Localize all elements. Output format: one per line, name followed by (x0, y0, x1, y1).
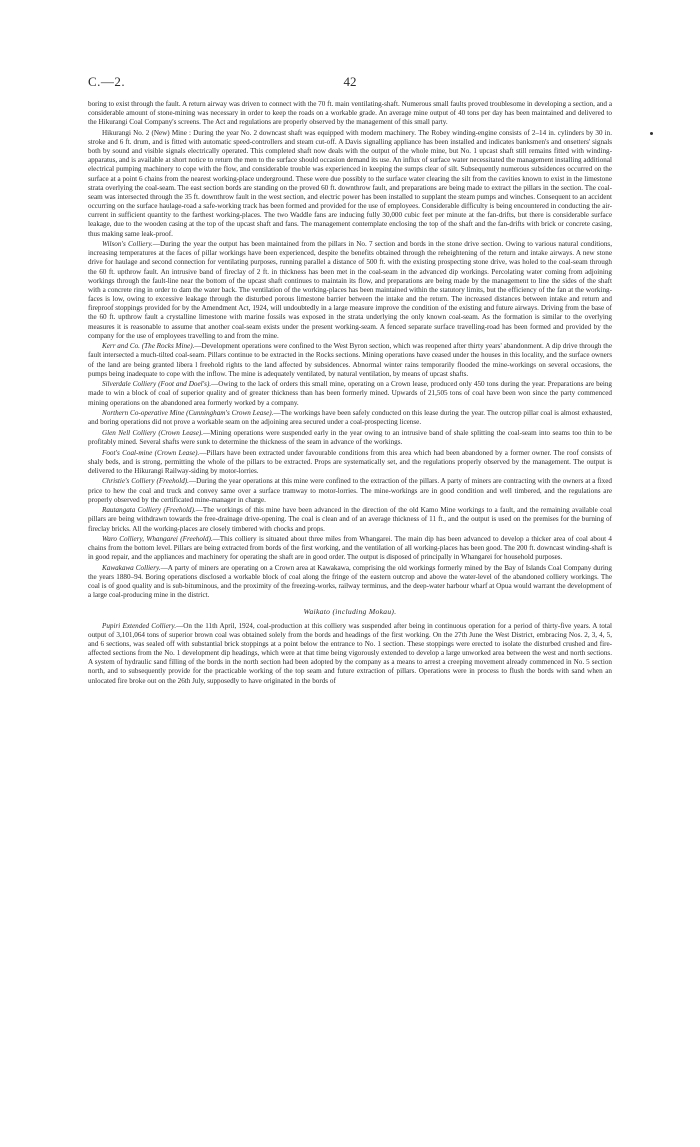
paragraph (88, 477, 612, 504)
paragraph (88, 429, 612, 447)
paragraph-lead: Kerr and Co. (The Rocks Mine). (102, 342, 195, 351)
margin-mark (650, 132, 653, 135)
paragraph-text: —During the year operations at this mine were confined to the extraction of the pillars. A party of miners are contracting with the owners at a fixed price to hew the coal and truck and convey same over a surface tramway to motor-lorries. The mine-workings are in good condition and well timbered, and the regulations are properly observed by the certificated mine-manager in charge. (88, 477, 612, 504)
page-header (88, 74, 612, 92)
paragraph-text: boring to exist through the fault. A return airway was driven to connect with the 70 ft. main ventilating-shaft. Numerous small faults proved troublesome in developing a section, and a considerable amount of stone-mining was necessary in order to keep the roads on a workable grade. An average mine output of 40 tons per day has been maintained and delivered to the Hikurangi Coal Company's screens. The Act and regulations are properly observed by the management of this small party. (88, 100, 612, 127)
paragraph (88, 622, 612, 686)
paragraph-lead: Northern Co-operative Mine (Cunningham's Crown Lease). (102, 409, 274, 418)
paragraph-text: —Pillars have been extracted under favourable conditions from this area which had been abandoned by a former owner. The roof consists of shaly beds, and is strong, permitting the whole of the pillars to be extracted. Props are systematically set, and the regulations properly observed by the management. The output is delivered to the Hikurangi Railway-siding by motor-lorries. (88, 448, 612, 475)
paragraph-text: —A party of miners are operating on a Crown area at Kawakawa, comprising the old workings formerly mined by the Bay of Islands Coal Company during the years 1880–94. Boring operations disclosed a workable block of coal along the fringe of the eastern outcrop and above the water-level of the abandoned colliery workings. The coal is of good quality and is sub-bituminous, and the proximity of the freezing-works, railway terminus, and the deep-water harbour wharf at Opua would warrant the development of a large coal-producing mine in the district. (88, 563, 612, 600)
paragraph-lead: Waro Colliery, Whangarei (Freehold). (102, 535, 213, 544)
paragraph-lead: Glen Nell Colliery (Crown Lease). (102, 428, 204, 437)
paragraph (88, 380, 612, 407)
paragraph-text: —On the 11th April, 1924, coal-production at this colliery was suspended after being in continuous operation for a period of thirty-five years. A total output of 3,101,064 tons of superior brown coal was obtained solely from the bords and headings of the first working. On the 27th June the West District, embracing Nos. 2, 3, 4, 5, and 6 sections, was sealed off with substantial brick stoppings at a point below the entrance to No. 1 section. These stoppings were erected to isolate the disturbed crushed and fire-affected sections from the No. 1 development dip headings, which were at that time being vigorously extended to develop a large unworked area between the west and north sections. A system of hydraulic sand filling of the bords in the north section had been adopted by the company as a means to arrest a creeping movement already commenced in No. 5 section north, and to subsequently provide for the practicable working of the top seam and future extraction of pillars. Operations were in process to flush the bords with sand when an unlocated fire broke out on the 26th July, supposedly to have originated in the bords of (88, 621, 612, 685)
paragraph-lead: Silverdale Colliery (Foot and Doel's). (102, 380, 212, 389)
paragraph-text: Hikurangi No. 2 (New) Mine : During the year No. 2 downcast shaft was equipped with modern machinery. The Robey winding-engine consists of 2–14 in. cylinders by 30 in. stroke and 6 ft. drum, and is fitted with automatic speed-controllers and steam cut-off. A Davis signalling appliance has been installed and indicates banksmen's and onsetters' signals both by sound and visible signals electrically operated. This completed shaft now deals with the output of the whole mine, but No. 1 upcast shaft still remains fitted with winding-apparatus, and is available at short notice to return the men to the surface should occasion demand its use. An influx of surface water necessitated the management installing additional electrical pumping machinery to cope with the flow, and considerable trouble was experienced in keeping the sumps clear of silt. Subsequently numerous subsidences occurred on the surface at a point 6 chains from the nearest working-place underground. These were due possibly to the surface water clearing the silt from the cavities known to exist in the limestone strata overlying the coal-seam. The east section bords are standing on the proved 60 ft. downthrow fault, and preparations are being made to extract the pillars in the section. The coal-seam was intersected through the 35 ft. downthrow fault in the west section, and electric power has been installed to supplant the steam pumps and winches. Consequent to an accident occurring on the surface haulage-road a safe-working track has been formed and provided for the use of employees. Considerable difficulty is being encountered in conducting the air-current in sufficient quantity to the farthest working-places. The two Waddle fans are inducing fully 30,000 cubic feet per minute at the fan-drifts, but there is considerable surface leakage, due to the wooden casing at the top of the upcast shaft and fans. The management contemplate enclosing the top of the shaft and the fan-drifts with brick or concrete casing, thus making same leak-proof. (88, 128, 612, 238)
paragraph-text: —Mining operations were suspended early in the year owing to an intrusive band of shale splitting the coal-seam into seams too thin to be profitably mined. Several shafts were sunk to determine the thickness of the seam in advance of the workings. (88, 428, 613, 446)
paragraph (88, 240, 612, 341)
paragraph-lead: Wilson's Colliery. (102, 240, 153, 249)
paragraph-text: —This colliery is situated about three miles from Whangarei. The main dip has been advanced to develop a thicker area of coal about 4 chains from the bottom level. Pillars are being extracted from bords of the first working, and the ventilation of all working-places has been good. The 200 ft. downcast winding-shaft is in good repair, and the appliances and machinery for operating the shaft are in good order. The output is disposed of principally in Whangarei for household purposes. (88, 535, 612, 562)
paragraph-text: —Development operations were confined to the West Byron section, which was reopened after thirty years' abandonment. A dip drive through the fault intersected a much-tilted coal-seam. Pillars continue to be extracted in the Rocks sections. Mining operations have ceased under the houses in this locality, and the surface owners of the land are being granted libera l freehold rights to the land affected by subsidences. Abnormal winter rains temporarily flooded the mine-workings on several occasions, the pumps being inadequate to cope with the inflow. The mine is adequately ventilated, by natural ventilation, by means of upcast shafts. (88, 342, 612, 378)
paragraph (88, 409, 612, 427)
section-heading: Waikato (including Mokau). (303, 606, 397, 616)
series-label: C.—2. (88, 74, 126, 89)
paragraph (88, 449, 612, 476)
paragraph (88, 506, 612, 533)
paragraph-lead: Christie's Colliery (Freehold). (102, 477, 189, 486)
paragraph-text: —Owing to the lack of orders this small mine, operating on a Crown lease, produced only 450 tons during the year. Preparations are being made to win a block of coal of superior quality and of greater thickness than has been formerly mined. Upwards of 21,505 tons of coal have been won since the party commenced mining operations on the abandoned area formerly worked by a company. (88, 380, 612, 407)
paragraph-lead: Kawakawa Colliery. (102, 563, 161, 572)
page-number: 42 (343, 74, 357, 89)
body-text (88, 100, 612, 687)
paragraph-lead: Pupiri Extended Colliery. (102, 621, 177, 630)
paragraph (88, 564, 612, 601)
paragraph-lead: Foot's Coal-mine (Crown Lease). (102, 448, 200, 457)
paragraph-text: —The workings of this mine have been advanced in the direction of the old Kamo Mine workings to a fault, and the remaining available coal pillars are being withdrawn towards the free-drainage drive-opening. The coal is clean and of an average thickness of 11 ft., and the output is used on the premises for the burning of fireclay bricks. All the working-places are closely timbered with chocks and props. (88, 506, 613, 533)
paragraph (88, 342, 612, 379)
paragraph (88, 535, 612, 562)
paragraph (88, 100, 612, 127)
paragraph-text: —During the year the output has been maintained from the pillars in No. 7 section and bords in the stone drive section. Owing to various natural conditions, increasing temperatures at the faces of pillar workings have been experienced, despite the benefits obtained through the reheightening of the return and intake airways. A new stone drive for haulage and second connection for ventilating purposes, running parallel a distance of 500 ft. with the existing prospecting stone drive, was holed to the coal-seam through the 60 ft. upthrow fault. An intrusive band of fireclay of 2 ft. in thickness has been met in the coal-seam in the advanced dip workings. Percolating water coming from adjoining workings through the fault-line near the bottom of the upcast shaft continues to maintain its flow, and preparations are being made by the management to line the sides of the shaft with a concrete ring in order to dam the water back. The ventilation of the working-places has been maintained within the statutory limits, but the efficiency of the fan at the working-faces is low, owing to excessive leakage through the disturbed porous limestone barrier between the intake and the return. The increased distances between intake and return and fireproof stoppings provided for by the Amendment Act, 1924, will undoubtedly in a large measure improve the condition of the existing and future airways. Driving from the base of the 60 ft. upthrow fault a crystalline limestone with marine fossils was exposed in the strata underlying the only known coal-seam. As the formation is similar to the overlying measures it is reasonable to assume that another coal-seam exists under the present working-seam. A fenced separate surface travelling-road has been formed and provided by the company for the use of employees travelling to and from the mine. (88, 240, 612, 340)
paragraph-lead: Rautangata Colliery (Freehold). (102, 506, 196, 515)
paragraph-text: —The workings have been safely conducted on this lease during the year. The outcrop pillar coal is almost exhausted, and boring operations did not prove a workable seam on the adjoining area secured under a coal-prospecting license. (88, 409, 613, 427)
paragraph (88, 129, 612, 239)
